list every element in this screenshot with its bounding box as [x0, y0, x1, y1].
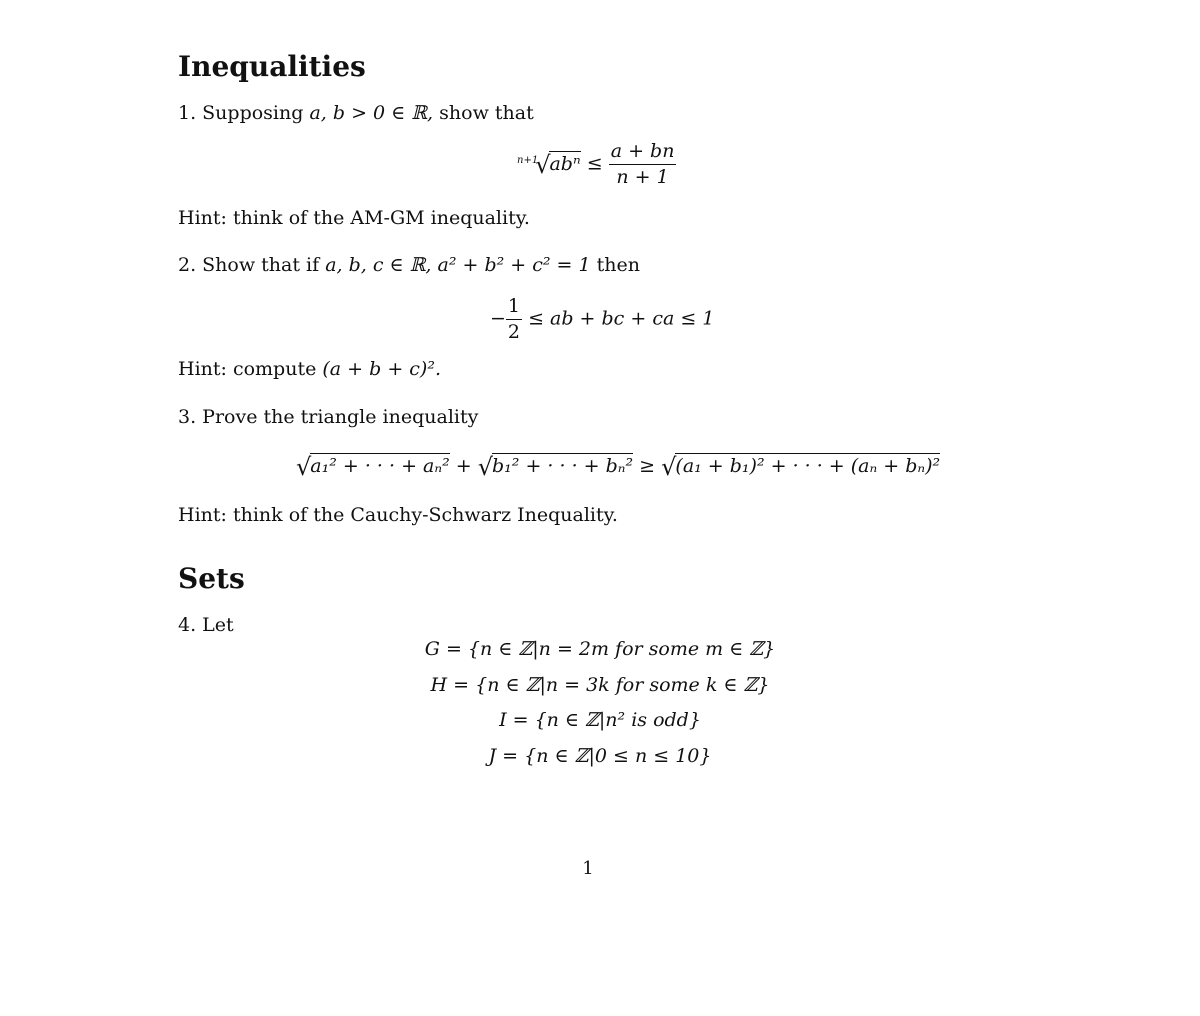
set-definition-h: H = {n ∈ ℤ|n = 3k for some k ∈ ℤ}	[430, 674, 770, 696]
problem-2-equation	[490, 297, 714, 342]
plus-sign: +	[455, 455, 472, 477]
left-root-a	[296, 454, 450, 479]
radical-sign-icon: √	[477, 453, 494, 481]
problem-2-fraction	[506, 297, 522, 342]
fraction-denominator: n + 1	[616, 166, 669, 188]
set-definition-j: J = {n ∈ ℤ|0 ≤ n ≤ 10}	[488, 745, 712, 767]
problem-2-inequality-chain: ≤ ab + bc + ca ≤ 1	[528, 307, 715, 330]
problem-2-statement	[178, 253, 640, 277]
problem-2-label: 2. Show that if	[178, 254, 320, 276]
radical-sign-icon: √	[661, 453, 677, 481]
left-radicand-b: b₁² + · · · + bₙ²	[492, 455, 634, 477]
problem-2-hint-expression: (a + b + c)².	[322, 358, 442, 380]
right-root	[661, 454, 940, 479]
left-radicand-a: a₁² + · · · + aₙ²	[310, 455, 450, 477]
negative-sign: −	[490, 307, 506, 330]
problem-1-equation	[517, 142, 676, 187]
fraction-numerator: a + bn	[609, 142, 677, 165]
problem-1-label: 1. Supposing	[178, 102, 304, 124]
section-title-sets: Sets	[178, 562, 245, 595]
problem-1-root	[517, 149, 581, 177]
section-title-inequalities: Inequalities	[178, 50, 366, 83]
problem-3-hint: Hint: think of the Cauchy-Schwarz Inequality.	[178, 504, 618, 526]
half-numerator: 1	[506, 297, 522, 320]
problem-1-tail: show that	[439, 102, 534, 124]
radical-sign-icon: √	[296, 453, 312, 481]
problem-1-statement	[178, 101, 534, 125]
root-index: n+1	[517, 154, 539, 166]
problem-1-condition: a, b > 0 ∈ ℝ,	[309, 102, 434, 124]
problem-2-condition: a, b, c ∈ ℝ, a² + b² + c² = 1	[325, 254, 591, 276]
root-radicand: abⁿ	[549, 152, 581, 175]
half-denominator: 2	[507, 321, 521, 343]
greater-equal-sign: ≥	[639, 455, 656, 477]
problem-3-equation	[296, 454, 940, 479]
problem-1-hint: Hint: think of the AM-GM inequality.	[178, 207, 530, 229]
left-root-b	[478, 454, 633, 479]
problem-3-statement: 3. Prove the triangle inequality	[178, 406, 479, 428]
problem-2-hint-prefix: Hint: compute	[178, 358, 317, 380]
radical-sign-icon: √	[535, 150, 551, 179]
set-definition-i: I = {n ∈ ℤ|n² is odd}	[499, 709, 701, 731]
problem-4-statement: 4. Let	[178, 614, 234, 636]
page-number: 1	[582, 858, 594, 879]
problem-2-hint	[178, 357, 441, 381]
set-definition-g: G = {n ∈ ℤ|n = 2m for some m ∈ ℤ}	[424, 638, 776, 660]
problem-1-fraction	[609, 142, 677, 187]
problem-1-relation: ≤	[586, 152, 603, 175]
right-radicand: (a₁ + b₁)² + · · · + (aₙ + bₙ)²	[675, 455, 941, 477]
problem-2-tail: then	[596, 254, 640, 276]
